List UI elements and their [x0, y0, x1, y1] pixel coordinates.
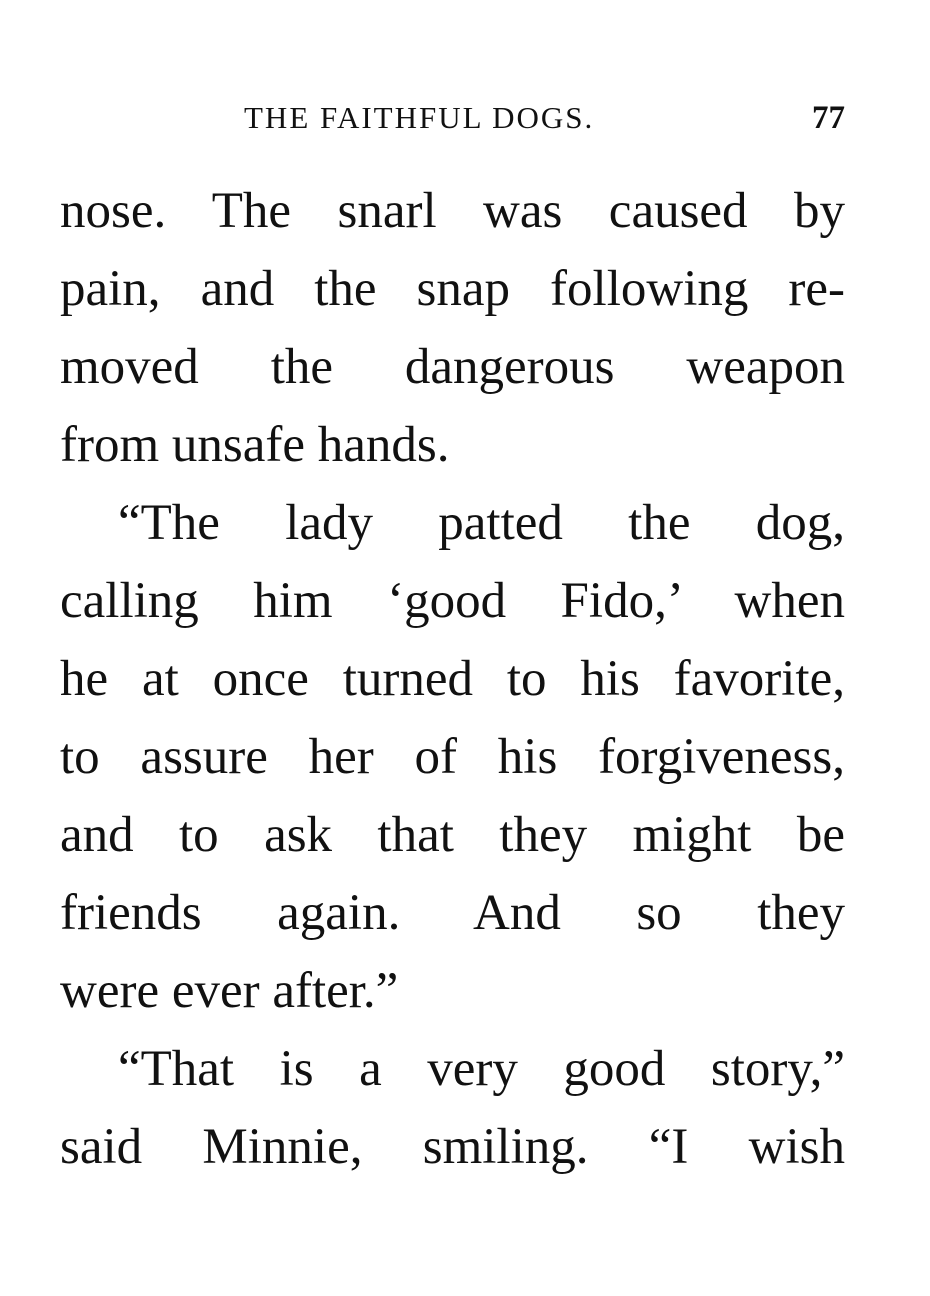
text-line: “The lady patted the dog,	[118, 495, 845, 551]
text-line: pain, and the snap following re-	[60, 261, 845, 317]
text-line: to assure her of his forgiveness,	[60, 729, 845, 785]
running-head	[60, 98, 845, 138]
running-title: THE FAITHFUL DOGS.	[244, 100, 595, 135]
text-line: moved the dangerous weapon	[60, 339, 845, 395]
text-line: were ever after.”	[60, 963, 399, 1019]
text-line: he at once turned to his favorite,	[60, 651, 845, 707]
text-line: “That is a very good story,”	[118, 1041, 845, 1097]
text-line: nose. The snarl was caused by	[60, 183, 845, 239]
page-number: 77	[812, 100, 845, 136]
text-line: friends again. And so they	[60, 885, 845, 941]
text-line: said Minnie, smiling. “I wish	[60, 1119, 845, 1175]
text-line: from unsafe hands.	[60, 417, 450, 473]
text-line: and to ask that they might be	[60, 807, 845, 863]
text-line: calling him ‘good Fido,’ when	[60, 573, 845, 629]
body-text	[60, 172, 845, 1186]
